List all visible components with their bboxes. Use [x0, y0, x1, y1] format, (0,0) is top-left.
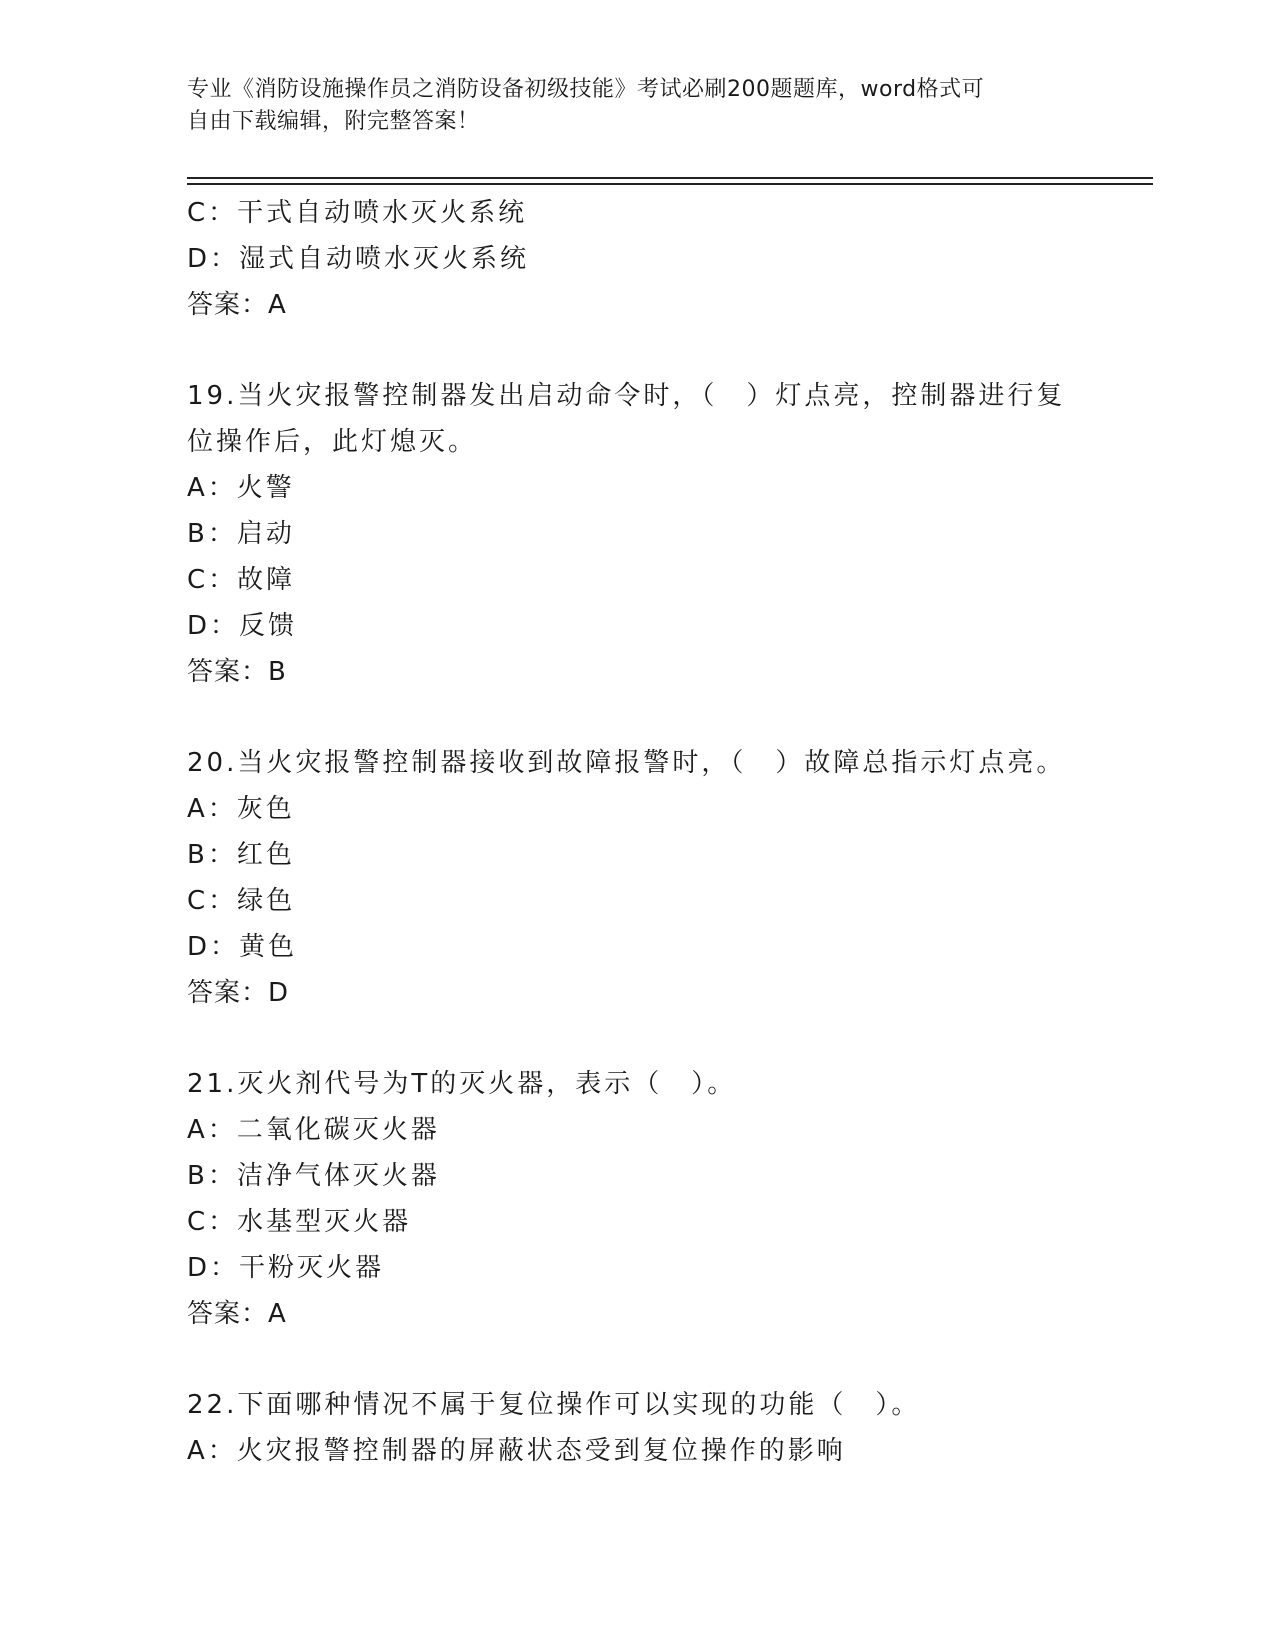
option-a: A：二氧化碳灭火器: [187, 1115, 440, 1145]
option-a: A：火警: [187, 473, 295, 503]
option-c: C：故障: [187, 565, 296, 595]
question-21: [187, 1061, 1087, 1337]
question-stem-line: 19.当火灾报警控制器发出启动命令时，（ ）灯点亮，控制器进行复: [187, 381, 1066, 411]
header-line-2: 自由下载编辑，附完整答案！: [187, 109, 480, 134]
answer-line: 答案：A: [187, 290, 287, 320]
answer-line: 答案：B: [187, 657, 287, 687]
header-rule-top: [187, 177, 1153, 179]
option-d: D：湿式自动喷水灭火系统: [187, 244, 530, 274]
question-stem-line: 21.灭火剂代号为T的灭火器，表示（ ）。: [187, 1069, 737, 1099]
question-stem-line: 20.当火灾报警控制器接收到故障报警时，（ ）故障总指示灯点亮。: [187, 748, 1066, 778]
document-body: [187, 190, 1087, 1474]
option-b: B：洁净气体灭火器: [187, 1161, 440, 1191]
option-d: D：黄色: [187, 932, 298, 962]
option-c: C：水基型灭火器: [187, 1207, 412, 1237]
question-stem-line: 位操作后，此灯熄灭。: [187, 427, 478, 457]
question-19: [187, 373, 1087, 695]
question-20: [187, 740, 1087, 1016]
header-rule-bottom: [187, 183, 1153, 185]
question-stem-line: 22.下面哪种情况不属于复位操作可以实现的功能（ ）。: [187, 1390, 921, 1420]
option-b: B：红色: [187, 840, 295, 870]
question-18-tail: [187, 190, 1087, 328]
option-d: D：反馈: [187, 611, 298, 641]
option-c: C：绿色: [187, 886, 296, 916]
option-b: B：启动: [187, 519, 295, 549]
option-a: A：火灾报警控制器的屏蔽状态受到复位操作的影响: [187, 1436, 846, 1466]
header-line-1: 专业《消防设施操作员之消防设备初级技能》考试必刷200题题库，word格式可: [187, 77, 985, 102]
option-c: C：干式自动喷水灭火系统: [187, 198, 528, 228]
answer-line: 答案：D: [187, 978, 290, 1008]
question-22: [187, 1382, 1087, 1474]
document-header: [187, 74, 1067, 138]
option-d: D：干粉灭火器: [187, 1253, 385, 1283]
option-a: A：灰色: [187, 794, 295, 824]
answer-line: 答案：A: [187, 1299, 287, 1329]
